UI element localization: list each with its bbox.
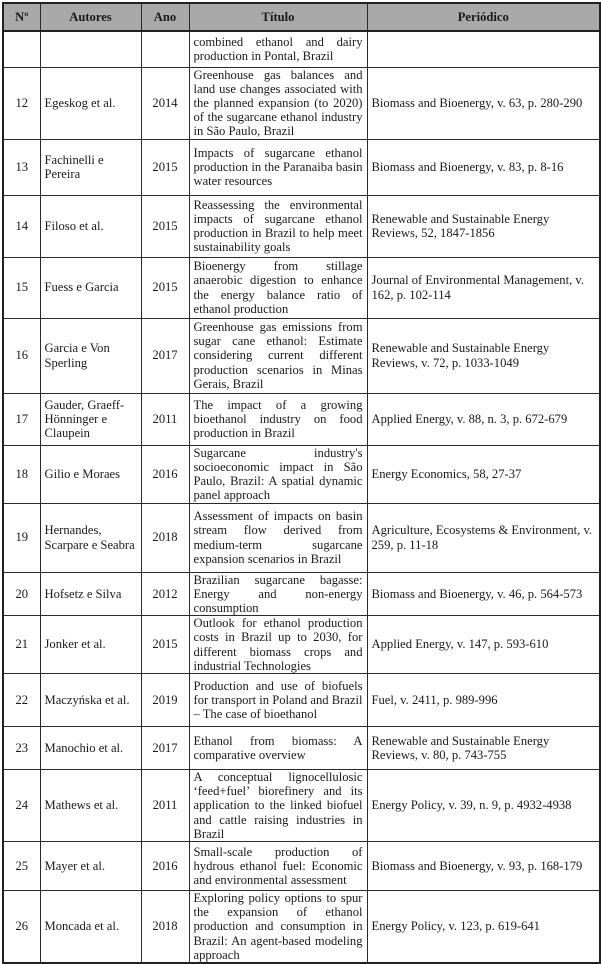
row-number: 17	[3, 393, 40, 445]
header-num: Nº	[3, 3, 40, 31]
table-row	[3, 503, 600, 572]
row-journal: Biomass and Bioenergy, v. 93, p. 168-179	[367, 841, 600, 890]
row-title: Bioenergy from stillage anaerobic digestion to enhance the energy balance ratio of ethanol production	[189, 257, 367, 318]
row-authors: Mathews et al.	[40, 769, 141, 841]
row-authors: Filoso et al.	[40, 195, 141, 257]
row-title: Small-scale production of hydrous ethanol fuel: Economic and environmental assessment	[189, 841, 367, 890]
row-authors: Mayer et al.	[40, 841, 141, 890]
row-journal: Applied Energy, v. 88, n. 3, p. 672-679	[367, 393, 600, 445]
row-number: 21	[3, 616, 40, 674]
row-year: 2016	[141, 841, 189, 890]
table-body	[3, 31, 600, 963]
row-title: Exploring policy options to spur the expansion of ethanol production and consumption in Brazil: An agent-based modeling approach	[189, 890, 367, 963]
row-number: 20	[3, 572, 40, 616]
row-journal: Journal of Environmental Management, v. 162, p. 102-114	[367, 257, 600, 318]
row-year: 2016	[141, 445, 189, 503]
row-journal: Renewable and Sustainable Energy Reviews, v. 72, p. 1033-1049	[367, 318, 600, 393]
row-authors: Hofsetz e Silva	[40, 572, 141, 616]
table-row	[3, 616, 600, 674]
literature-table	[2, 2, 601, 964]
row-journal: Renewable and Sustainable Energy Reviews, 52, 1847-1856	[367, 195, 600, 257]
row-journal: Fuel, v. 2411, p. 989-996	[367, 673, 600, 726]
row-year: 2018	[141, 503, 189, 572]
row-authors: Moncada et al.	[40, 890, 141, 963]
row-journal	[367, 31, 600, 67]
table-row	[3, 769, 600, 841]
row-year: 2019	[141, 673, 189, 726]
row-number: 13	[3, 139, 40, 195]
row-authors: Egeskog et al.	[40, 67, 141, 139]
table-row	[3, 31, 600, 67]
row-title: Sugarcane industry's socioeconomic impact in São Paulo, Brazil: A spatial dynamic panel approach	[189, 445, 367, 503]
row-number: 12	[3, 67, 40, 139]
row-year: 2015	[141, 616, 189, 674]
row-authors: Manochio et al.	[40, 726, 141, 769]
row-year: 2012	[141, 572, 189, 616]
row-authors: Jonker et al.	[40, 616, 141, 674]
row-authors: Garcia e Von Sperling	[40, 318, 141, 393]
row-authors: Hernandes, Scarpare e Seabra	[40, 503, 141, 572]
row-title: Ethanol from biomass: A comparative overview	[189, 726, 367, 769]
table-row	[3, 673, 600, 726]
row-number: 23	[3, 726, 40, 769]
row-number: 24	[3, 769, 40, 841]
row-number	[3, 31, 40, 67]
row-year: 2011	[141, 393, 189, 445]
row-year: 2015	[141, 139, 189, 195]
row-journal: Renewable and Sustainable Energy Reviews, v. 80, p. 743-755	[367, 726, 600, 769]
table-row	[3, 393, 600, 445]
row-title: Assessment of impacts on basin stream flow derived from medium-term sugarcane expansion scenarios in Brazil	[189, 503, 367, 572]
row-title: Outlook for ethanol production costs in Brazil up to 2030, for different biomass crops and industrial Technologies	[189, 616, 367, 674]
row-title: Brazilian sugarcane bagasse: Energy and non-energy consumption	[189, 572, 367, 616]
table-row	[3, 257, 600, 318]
row-number: 14	[3, 195, 40, 257]
row-number: 22	[3, 673, 40, 726]
row-year: 2014	[141, 67, 189, 139]
header-ano: Ano	[141, 3, 189, 31]
row-authors: Gauder, Graeff-Hönninger e Claupein	[40, 393, 141, 445]
row-year: 2017	[141, 318, 189, 393]
row-number: 15	[3, 257, 40, 318]
table-row	[3, 841, 600, 890]
row-authors: Fuess e Garcia	[40, 257, 141, 318]
table-row	[3, 445, 600, 503]
row-number: 26	[3, 890, 40, 963]
row-title: Production and use of biofuels for transport in Poland and Brazil – The case of bioethanol	[189, 673, 367, 726]
row-authors: Gilio e Moraes	[40, 445, 141, 503]
row-title: Greenhouse gas balances and land use changes associated with the planned expansion (to 2020) of the sugarcane ethanol industry in São Paulo, Brazil	[189, 67, 367, 139]
row-title: Impacts of sugarcane ethanol production in the Paranaiba basin water resources	[189, 139, 367, 195]
header-periodico: Periódico	[367, 3, 600, 31]
row-title: A conceptual lignocellulosic ‘feed+fuel’ biorefinery and its application to the linked biofuel and cattle raising industries in Brazil	[189, 769, 367, 841]
row-journal: Biomass and Bioenergy, v. 46, p. 564-573	[367, 572, 600, 616]
row-journal: Biomass and Bioenergy, v. 63, p. 280-290	[367, 67, 600, 139]
row-title: Greenhouse gas emissions from sugar cane ethanol: Estimate considering current different production scenarios in Minas Gerais, Brazil	[189, 318, 367, 393]
row-year: 2011	[141, 769, 189, 841]
row-title: The impact of a growing bioethanol industry on food production in Brazil	[189, 393, 367, 445]
row-number: 25	[3, 841, 40, 890]
row-authors	[40, 31, 141, 67]
table-row	[3, 139, 600, 195]
row-year: 2017	[141, 726, 189, 769]
table-row	[3, 726, 600, 769]
header-autores: Autores	[40, 3, 141, 31]
row-year: 2018	[141, 890, 189, 963]
header-titulo: Título	[189, 3, 367, 31]
row-year	[141, 31, 189, 67]
row-year: 2015	[141, 257, 189, 318]
row-number: 19	[3, 503, 40, 572]
row-number: 16	[3, 318, 40, 393]
table-row	[3, 67, 600, 139]
table-row	[3, 890, 600, 963]
table-header-row	[3, 3, 600, 31]
row-journal: Energy Policy, v. 123, p. 619-641	[367, 890, 600, 963]
row-title: Reassessing the environmental impacts of sugarcane ethanol production in Brazil to help meet sustainability goals	[189, 195, 367, 257]
row-authors: Fachinelli e Pereira	[40, 139, 141, 195]
row-journal: Agriculture, Ecosystems & Environment, v. 259, p. 11-18	[367, 503, 600, 572]
table-row	[3, 572, 600, 616]
table-row	[3, 318, 600, 393]
row-journal: Energy Policy, v. 39, n. 9, p. 4932-4938	[367, 769, 600, 841]
row-journal: Applied Energy, v. 147, p. 593-610	[367, 616, 600, 674]
row-year: 2015	[141, 195, 189, 257]
row-number: 18	[3, 445, 40, 503]
row-title: combined ethanol and dairy production in Pontal, Brazil	[189, 31, 367, 67]
row-authors: Maczyńska et al.	[40, 673, 141, 726]
row-journal: Energy Economics, 58, 27-37	[367, 445, 600, 503]
table-row	[3, 195, 600, 257]
row-journal: Biomass and Bioenergy, v. 83, p. 8-16	[367, 139, 600, 195]
